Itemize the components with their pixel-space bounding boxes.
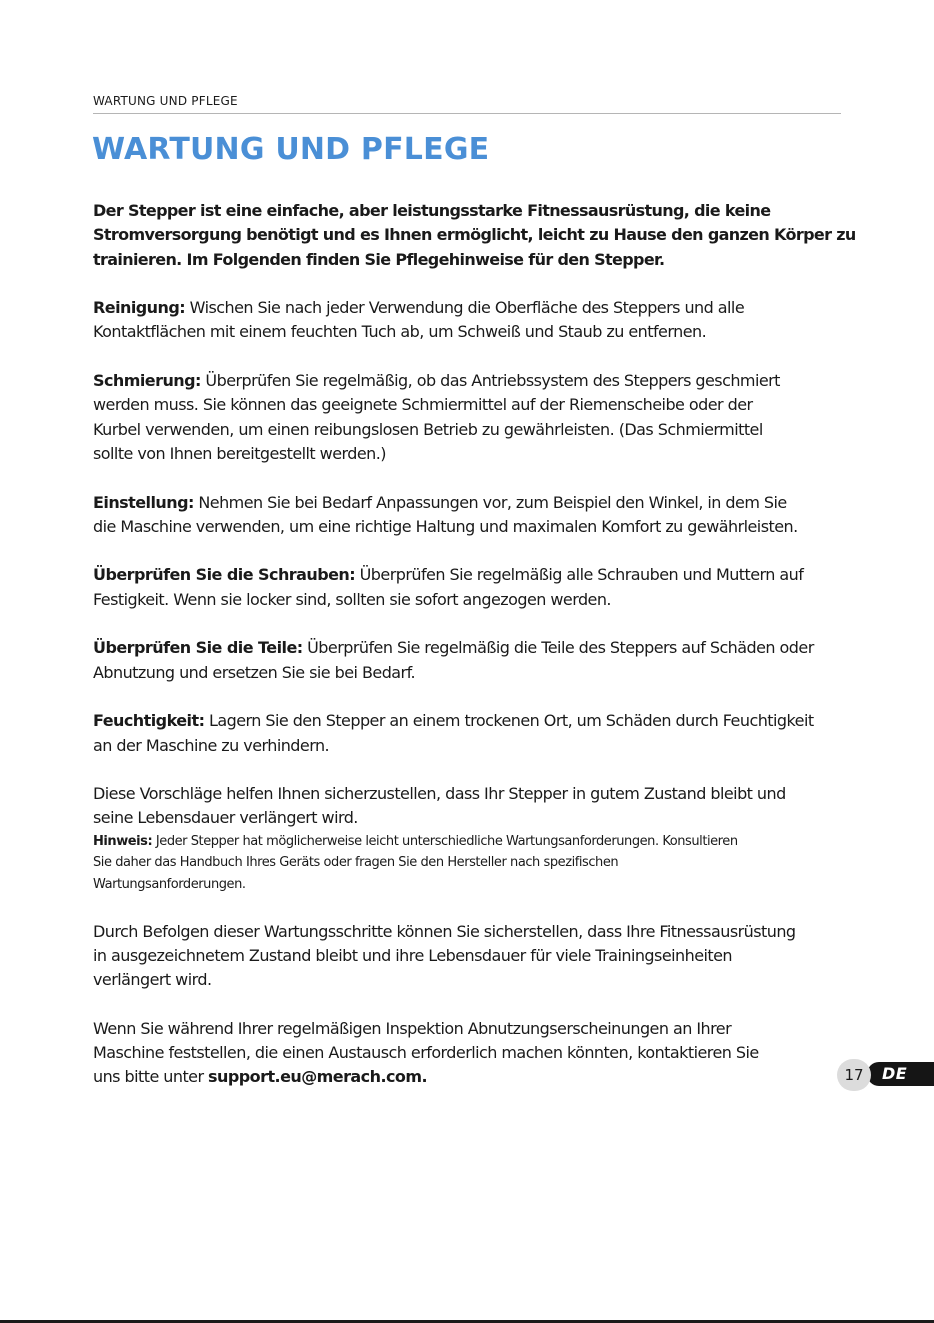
section-feuchtigkeit [93,709,863,758]
section-label: Feuchtigkeit: [93,711,205,731]
section-text: die Maschine verwenden, um eine richtige Haltung und maximalen Komfort zu gewährleisten. [93,516,798,536]
section-text: Kurbel verwenden, um einen reibungslosen Betrieb zu gewährleisten. (Das Schmiermittel [93,419,763,439]
section-label: Überprüfen Sie die Teile: [93,638,303,658]
support-email: support.eu@merach.com. [208,1067,428,1087]
page-number-badge: 17 [837,1059,871,1091]
section-text: Überprüfen Sie regelmäßig alle Schrauben und Muttern auf [355,565,804,585]
page-title: WARTUNG UND PFLEGE [92,132,490,167]
summary-paragraph [93,782,863,831]
closing-line-2: in ausgezeichnetem Zustand bleibt und ihre Lebensdauer für viele Trainingseinheiten [93,945,732,965]
note-line-1: Jeder Stepper hat möglicherweise leicht unterschiedliche Wartungsanforderungen. Konsultieren [152,833,738,849]
section-label: Einstellung: [93,492,194,512]
header-divider [93,113,841,114]
note-label: Hinweis: [93,833,153,849]
section-text: Festigkeit. Wenn sie locker sind, sollten sie sofort angezogen werden. [93,589,611,609]
section-text: Lagern Sie den Stepper an einem trockenen Ort, um Schäden durch Feuchtigkeit [204,711,814,731]
section-text: an der Maschine zu verhindern. [93,735,330,755]
summary-line-1: Diese Vorschläge helfen Ihnen sicherzustellen, dass Ihr Stepper in gutem Zustand bleibt und [93,784,786,804]
contact-line-3: uns bitte unter [93,1067,209,1087]
intro-line-1: Der Stepper ist eine einfache, aber leistungsstarke Fitnessausrüstung, die keine [93,201,771,220]
language-tab [867,1062,934,1086]
section-text: Nehmen Sie bei Bedarf Anpassungen vor, zum Beispiel den Winkel, in dem Sie [193,492,787,512]
section-schrauben [93,563,863,612]
contact-line-1: Wenn Sie während Ihrer regelmäßigen Inspektion Abnutzungserscheinungen an Ihrer [93,1018,732,1038]
running-header: WARTUNG UND PFLEGE [93,94,238,108]
contact-paragraph [93,1017,863,1090]
section-schmierung [93,369,863,466]
section-text: sollte von Ihnen bereitgestellt werden.) [93,443,386,463]
page-content [93,199,863,1090]
section-label: Überprüfen Sie die Schrauben: [93,565,356,585]
section-teile [93,636,863,685]
section-label: Schmierung: [93,371,201,391]
section-reinigung [93,296,863,345]
section-text: Wischen Sie nach jeder Verwendung die Oberfläche des Steppers und alle [185,298,745,318]
contact-line-2: Maschine feststellen, die einen Austausch erforderlich machen könnten, kontaktieren Sie [93,1043,759,1062]
section-label: Reinigung: [93,298,186,318]
section-text: werden muss. Sie können das geeignete Schmiermittel auf der Riemenscheibe oder der [93,395,753,415]
summary-line-2: seine Lebensdauer verlängert wird. [93,808,358,828]
section-text: Überprüfen Sie regelmäßig die Teile des Steppers auf Schäden oder [302,638,814,658]
closing-paragraph [93,920,863,993]
closing-line-1: Durch Befolgen dieser Wartungsschritte können Sie sicherstellen, dass Ihre Fitnessausrüstung [93,921,796,941]
section-text: Abnutzung und ersetzen Sie sie bei Bedarf. [93,662,416,682]
closing-line-3: verlängert wird. [93,970,212,990]
intro-paragraph [93,199,863,272]
language-label: DE [882,1064,908,1083]
section-text: Überprüfen Sie regelmäßig, ob das Antriebssystem des Steppers geschmiert [200,371,780,391]
note-paragraph [93,831,863,896]
section-text: Kontaktflächen mit einem feuchten Tuch ab, um Schweiß und Staub zu entfernen. [93,322,707,342]
section-einstellung [93,491,863,540]
intro-line-3: trainieren. Im Folgenden finden Sie Pflegehinweise für den Stepper. [93,249,665,269]
note-line-3: Wartungsanforderungen. [93,876,246,892]
note-line-2: Sie daher das Handbuch Ihres Geräts oder fragen Sie den Hersteller nach spezifischen [93,855,619,871]
intro-line-2: Stromversorgung benötigt und es Ihnen ermöglicht, leicht zu Hause den ganzen Körper zu [93,225,856,245]
